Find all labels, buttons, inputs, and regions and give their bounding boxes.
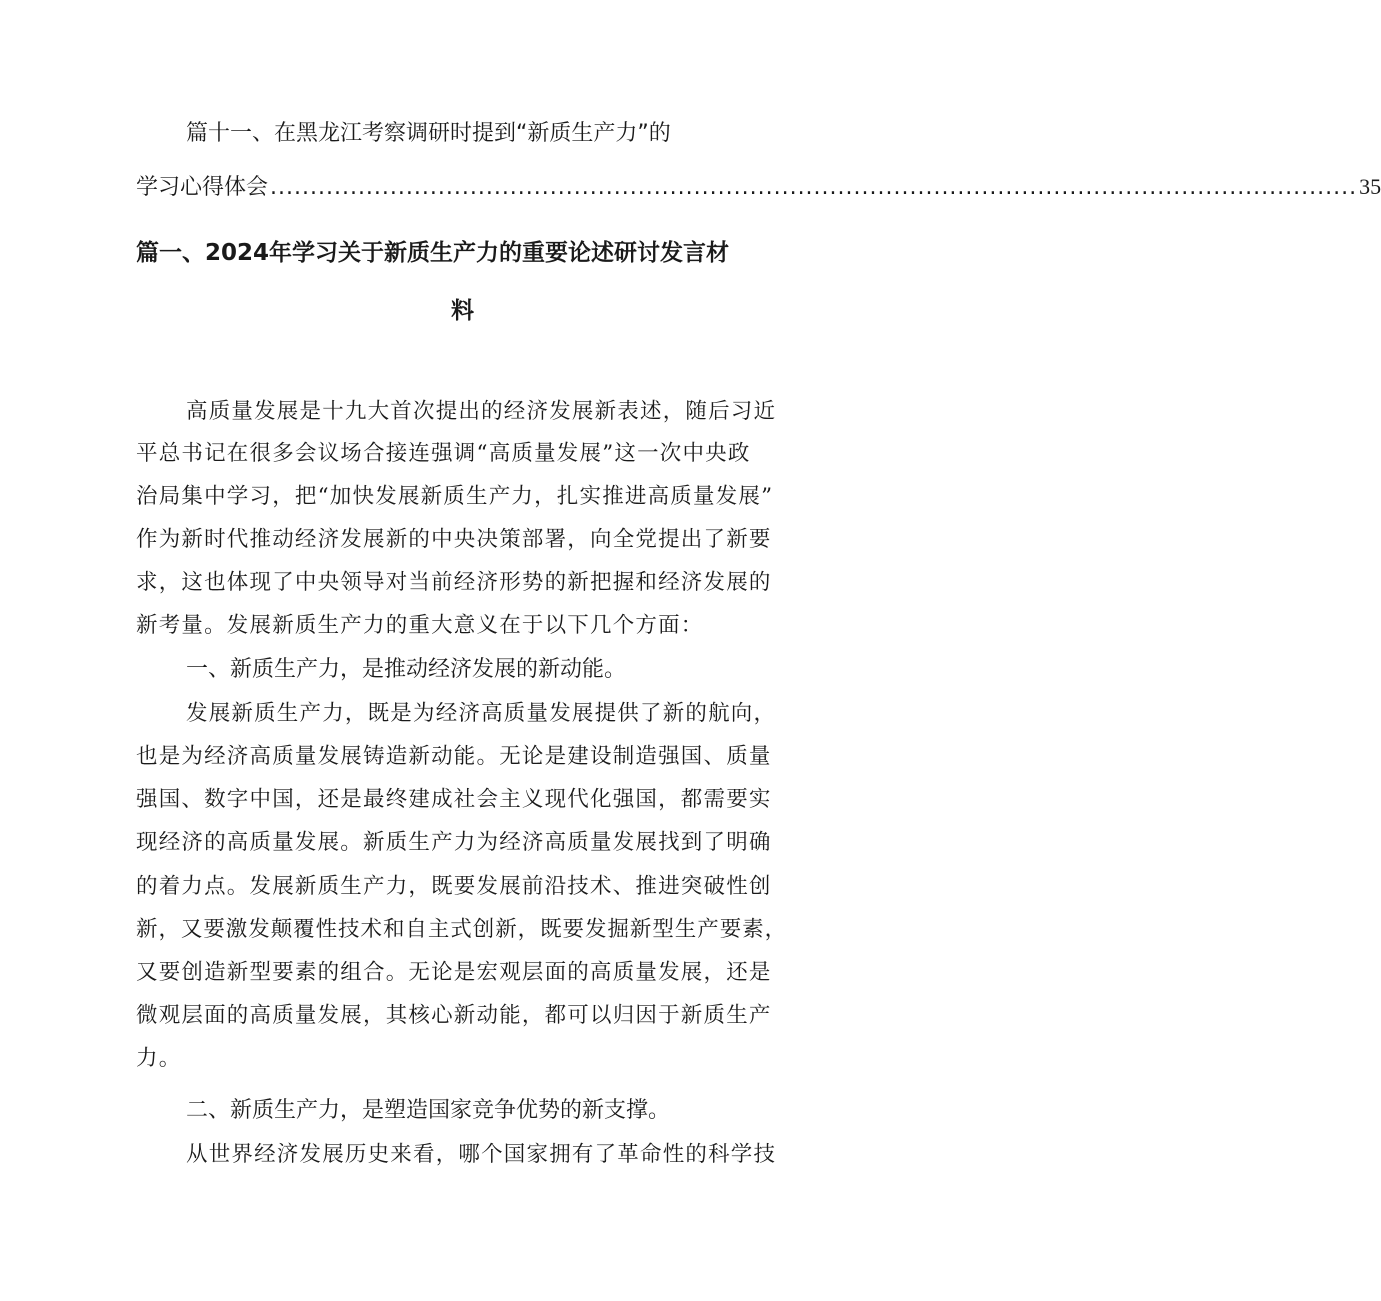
toc-entry-line2[interactable] xyxy=(136,170,1381,201)
section1-line: 发展新质生产力，既是为经济高质量发展提供了新的航向， xyxy=(186,701,777,726)
intro-line: 高质量发展是十九大首次提出的经济发展新表述，随后习近 xyxy=(186,399,777,424)
section1-line: 微观层面的高质量发展，其核心新动能，都可以归因于新质生产 xyxy=(136,1003,772,1028)
toc-entry-title-line1[interactable]: 篇十一、在黑龙江考察调研时提到“新质生产力”的 xyxy=(186,121,671,146)
toc-entry-title-line2: 学习心得体会 xyxy=(136,175,269,200)
intro-line: 求，这也体现了中央领导对当前经济形势的新把握和经济发展的 xyxy=(136,570,772,595)
section1-line: 力。 xyxy=(136,1046,182,1071)
toc-dot-leader: ........................................................................................................................................ xyxy=(270,175,1358,200)
section2-line: 从世界经济发展历史来看，哪个国家拥有了革命性的科学技 xyxy=(186,1142,777,1167)
section1-line: 又要创造新型要素的组合。无论是宏观层面的高质量发展，还是 xyxy=(136,960,772,985)
intro-line: 平总书记在很多会议场合接连强调“高质量发展”这一次中央政 xyxy=(136,441,751,466)
toc-page-number: 35 xyxy=(1359,174,1381,199)
intro-line: 新考量。发展新质生产力的重大意义在于以下几个方面： xyxy=(136,613,704,638)
section2-heading: 二、新质生产力，是塑造国家竞争优势的新支撑。 xyxy=(186,1098,671,1123)
section1-line: 也是为经济高质量发展铸造新动能。无论是建设制造强国、质量 xyxy=(136,744,772,769)
section1-heading: 一、新质生产力，是推动经济发展的新动能。 xyxy=(186,657,627,682)
intro-line: 治局集中学习，把“加快发展新质生产力，扎实推进高质量发展” xyxy=(136,484,774,509)
section1-line: 新，又要激发颠覆性技术和自主式创新，既要发掘新型生产要素， xyxy=(136,917,788,942)
intro-line: 作为新时代推动经济发展新的中央决策部署，向全党提出了新要 xyxy=(136,527,772,552)
article-title-line1: 篇一、2024年学习关于新质生产力的重要论述研讨发言材 xyxy=(136,240,730,266)
section1-line: 强国、数字中国，还是最终建成社会主义现代化强国，都需要实 xyxy=(136,787,772,812)
article-title-line2: 料 xyxy=(451,298,474,324)
section1-line: 现经济的高质量发展。新质生产力为经济高质量发展找到了明确 xyxy=(136,830,772,855)
section1-line: 的着力点。发展新质生产力，既要发展前沿技术、推进突破性创 xyxy=(136,874,772,899)
